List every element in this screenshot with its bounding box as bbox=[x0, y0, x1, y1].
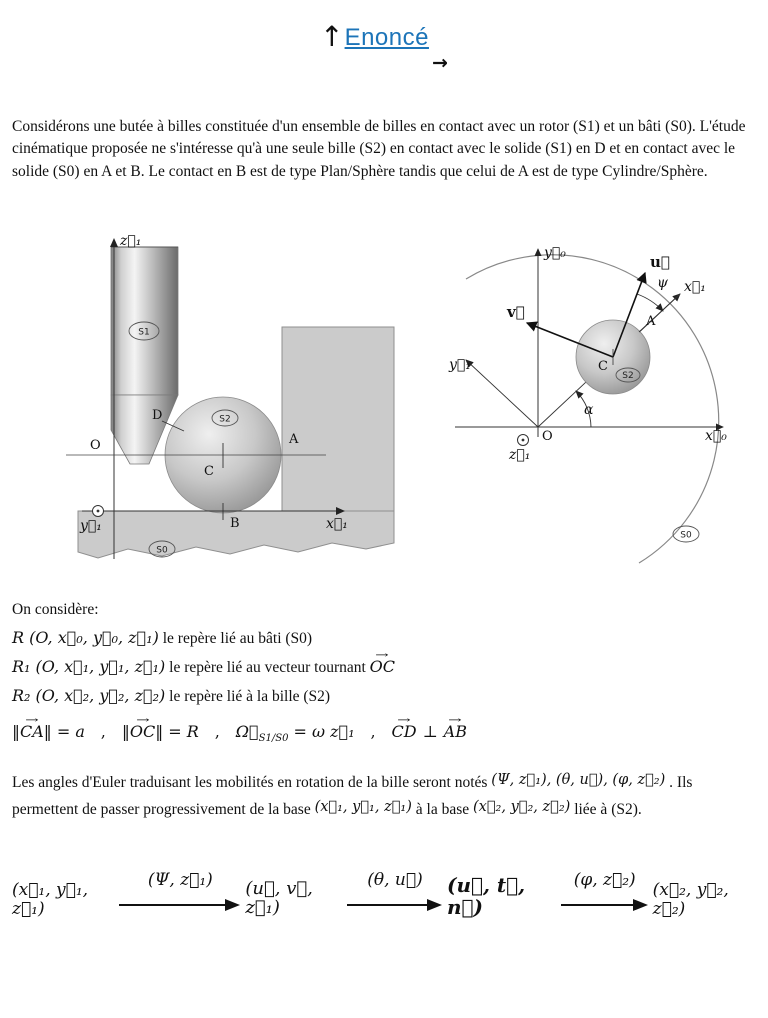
euler-base-1: (x⃗₁, y⃗₁, z⃗₁) bbox=[314, 799, 412, 816]
alpha-angle-label: α bbox=[584, 402, 594, 419]
repere-R2-desc: le repère lié à la bille (S2) bbox=[165, 688, 331, 706]
repere-R: R (O, x⃗₀, y⃗₀, z⃗₁) bbox=[12, 628, 159, 648]
point-A-label: A bbox=[289, 432, 299, 448]
chain-step-3 bbox=[561, 870, 649, 918]
v-vector-label: v⃗ bbox=[507, 303, 525, 322]
u-vector-label: u⃗ bbox=[650, 253, 670, 272]
x1-axis-label: x⃗₁ bbox=[684, 279, 706, 296]
chain-step-2 bbox=[347, 870, 443, 918]
norm-open-1: ‖ bbox=[12, 722, 20, 742]
document-page bbox=[0, 20, 768, 1018]
point-O-label: O bbox=[542, 429, 553, 445]
intro-paragraph: Considérons une butée à billes constituée d'un ensemble de billes en contact avec un rotor (S1) et un bâti (S0). L'étude cinématique proposée ne s'intéresse qu'à une seule bille (S2) en contact avec le solide (S1) en D et en contact avec le solide (S0) en A et B. Le contact en B est de type Plan/Sphère tandis que celui de A est de type Cylindre/Sphère. bbox=[12, 118, 746, 180]
frame-block bbox=[282, 327, 394, 511]
y1-dot bbox=[97, 510, 100, 513]
definitions-section bbox=[12, 601, 768, 744]
vector-AB: AB → bbox=[444, 722, 467, 741]
x1-axis-label: x⃗₁ bbox=[326, 516, 348, 533]
vector-OC: OC → bbox=[370, 657, 395, 676]
repere-R1-line bbox=[12, 657, 768, 677]
right-arrow-icon bbox=[347, 897, 443, 913]
repere-R2: R₂ (O, x⃗₂, y⃗₂, z⃗₂) bbox=[12, 686, 166, 706]
base-transformation-chain bbox=[0, 870, 768, 918]
chain-base-2: (u⃗, v⃗, z⃗₁) bbox=[245, 877, 313, 919]
chain-rotation-label-2: (θ, u⃗) bbox=[367, 870, 423, 891]
y0-axis-label: y⃗₀ bbox=[544, 245, 566, 262]
point-B-label: B bbox=[230, 516, 240, 532]
perpendicular-symbol: ⊥ bbox=[422, 722, 438, 742]
euler-text-1: Les angles d'Euler traduisant les mobilités en rotation de la bille seront notés bbox=[12, 773, 492, 791]
chain-rotation-label-3: (φ, z⃗₂) bbox=[573, 870, 636, 891]
figure-top-view bbox=[443, 237, 743, 577]
cursor-up-arrow-icon: ↑ bbox=[320, 20, 344, 53]
repere-R-desc: le repère lié au bâti (S0) bbox=[158, 630, 313, 648]
psi-angle-label: ψ bbox=[657, 275, 668, 292]
vector-CD: CD → bbox=[392, 722, 417, 741]
norm-eq-R: ‖ = R bbox=[155, 722, 199, 742]
rotor-cylinder bbox=[111, 247, 178, 395]
figures-row bbox=[58, 227, 768, 585]
euler-base-2: (x⃗₂, y⃗₂, z⃗₂) bbox=[473, 799, 571, 816]
euler-angle-tuples: (Ψ, z⃗₁), (θ, u⃗), (φ, z⃗₂) bbox=[491, 771, 666, 788]
chain-base-1: (x⃗₁, y⃗₁, z⃗₁) bbox=[12, 879, 89, 919]
euler-paragraph bbox=[12, 769, 754, 825]
point-C-label: C bbox=[204, 464, 214, 480]
point-O-label: O bbox=[90, 438, 101, 454]
s0-label: S0 bbox=[156, 545, 168, 556]
euler-text-4: liée à (S2). bbox=[570, 801, 642, 819]
s1-label: S1 bbox=[138, 327, 150, 338]
figure-bearing-section bbox=[58, 227, 403, 585]
x0-axis-label: x⃗₀ bbox=[705, 428, 727, 445]
separator-comma: , bbox=[370, 723, 376, 742]
title-row bbox=[0, 20, 768, 74]
z1-dot bbox=[522, 439, 525, 442]
y1-axis-label: y⃗₁ bbox=[449, 357, 471, 374]
point-A-label: A bbox=[646, 314, 656, 330]
point-D-label: D bbox=[152, 408, 163, 424]
psi-angle-arc bbox=[637, 294, 663, 311]
z1-axis-label: z⃗₁ bbox=[509, 447, 531, 464]
separator-comma: , bbox=[100, 723, 106, 742]
omega-vector: Ω⃗ bbox=[235, 722, 259, 742]
z1-axis-label: z⃗₁ bbox=[120, 233, 142, 250]
relations-line bbox=[12, 722, 768, 744]
consider-heading: On considère: bbox=[12, 601, 99, 619]
page-title: Enoncé bbox=[344, 24, 429, 51]
vector-OC-norm: OC → bbox=[130, 722, 155, 741]
norm-open-2: ‖ bbox=[121, 722, 130, 742]
right-arrow-icon: → bbox=[431, 52, 448, 74]
chain-rotation-label-1: (Ψ, z⃗₁) bbox=[147, 870, 213, 891]
vector-CA: CA → bbox=[20, 722, 44, 741]
chain-base-3: (u⃗, t⃗, n⃗) bbox=[446, 873, 526, 920]
chain-base-4: (x⃗₂, y⃗₂, z⃗₂) bbox=[652, 879, 729, 919]
euler-text-3: à la base bbox=[411, 801, 473, 819]
omega-equation: = ω z⃗₁ bbox=[288, 722, 355, 742]
repere-R2-line bbox=[12, 686, 768, 706]
repere-R-line bbox=[12, 628, 768, 648]
repere-R1: R₁ (O, x⃗₁, y⃗₁, z⃗₁) bbox=[12, 657, 166, 677]
separator-comma: , bbox=[214, 723, 220, 742]
s0-label: S0 bbox=[680, 530, 692, 541]
euler-text-2: . Ils permettent de passer progressivement de la base bbox=[12, 773, 693, 819]
norm-eq-a: ‖ = a bbox=[43, 722, 85, 742]
s2-label: S2 bbox=[219, 414, 231, 425]
y1-axis-label: y⃗₁ bbox=[80, 518, 102, 535]
repere-R1-desc: le repère lié au vecteur tournant bbox=[165, 659, 370, 677]
right-arrow-icon bbox=[119, 897, 241, 913]
chain-step-1 bbox=[119, 870, 241, 918]
right-arrow-icon bbox=[561, 897, 649, 913]
omega-subscript: S1/S0 bbox=[258, 733, 289, 745]
point-C-label: C bbox=[598, 359, 608, 375]
s2-label: S2 bbox=[622, 371, 634, 382]
y1-axis bbox=[466, 360, 538, 427]
